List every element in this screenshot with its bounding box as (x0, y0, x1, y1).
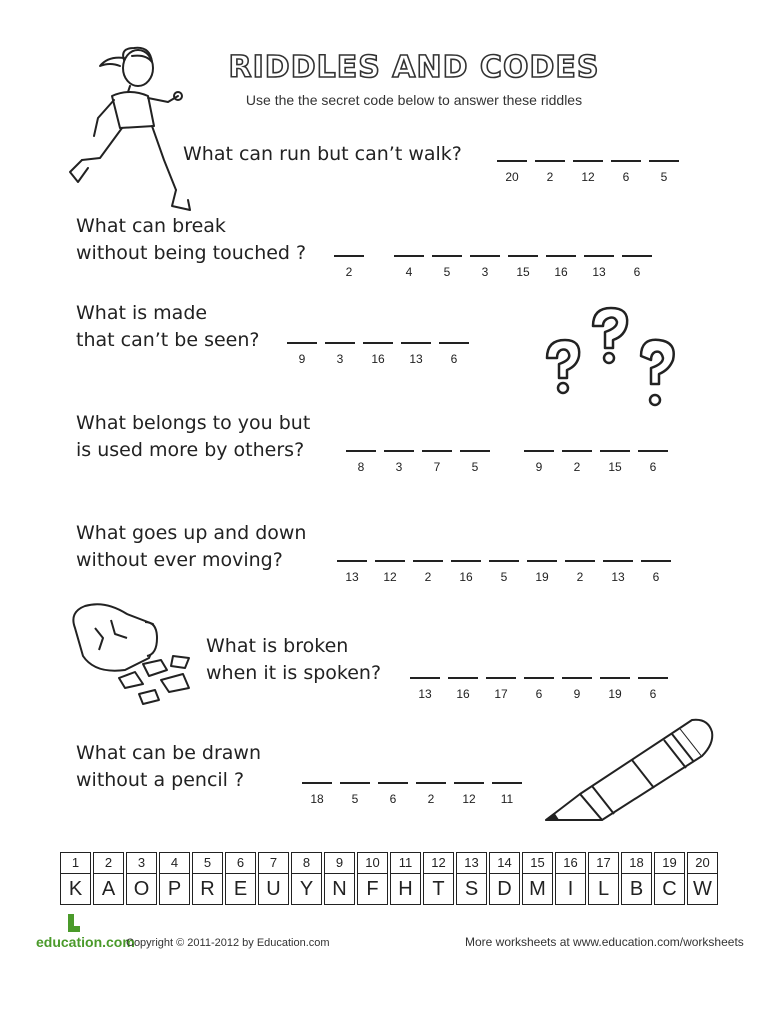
answer-slot[interactable]: 4 (390, 255, 428, 279)
code-cell: 8 Y (291, 852, 322, 905)
answer-slot[interactable]: 13 (580, 255, 618, 279)
riddle-4-line1: What belongs to you but (76, 412, 311, 434)
answer-slot[interactable]: 5 (336, 782, 374, 806)
riddle-1-answer[interactable] (493, 160, 683, 184)
answer-slot[interactable]: 2 (561, 560, 599, 584)
code-cell: 20 W (687, 852, 718, 905)
code-cell: 14 D (489, 852, 520, 905)
answer-slot[interactable]: 13 (397, 342, 435, 366)
answer-slot[interactable]: 9 (520, 450, 558, 474)
code-cell: 10 F (357, 852, 388, 905)
answer-slot[interactable]: 9 (558, 677, 596, 701)
answer-slot[interactable]: 2 (409, 560, 447, 584)
riddle-5-line1: What goes up and down (76, 522, 307, 544)
riddle-7-line1: What can be drawn (76, 742, 262, 764)
answer-slot[interactable]: 6 (607, 160, 645, 184)
answer-slot[interactable]: 3 (321, 342, 359, 366)
riddle-3-line1: What is made (76, 302, 208, 324)
riddle-5-text (76, 520, 306, 574)
answer-slot[interactable]: 5 (645, 160, 683, 184)
code-cell: 9 N (324, 852, 355, 905)
riddle-4-line2: is used more by others? (76, 439, 305, 461)
code-cell: 7 U (258, 852, 289, 905)
answer-slot[interactable]: 16 (542, 255, 580, 279)
answer-slot[interactable]: 16 (447, 560, 485, 584)
code-cell: 15 M (522, 852, 553, 905)
answer-slot[interactable]: 3 (466, 255, 504, 279)
answer-slot[interactable]: 6 (618, 255, 656, 279)
page-title: RIDDLES AND CODES (228, 50, 600, 85)
answer-slot[interactable]: 15 (596, 450, 634, 474)
code-cell: 16 I (555, 852, 586, 905)
riddle-3-line2: that can’t be seen? (76, 329, 260, 351)
riddle-2-line1: What can break (76, 215, 226, 237)
answer-slot[interactable]: 2 (531, 160, 569, 184)
code-cell: 3 O (126, 852, 157, 905)
riddle-2-text (76, 213, 306, 267)
pencil-illustration (540, 712, 720, 827)
riddle-7-answer[interactable] (298, 782, 526, 806)
answer-slot[interactable]: 3 (380, 450, 418, 474)
answer-slot[interactable]: 12 (371, 560, 409, 584)
answer-slot[interactable]: 2 (330, 255, 368, 279)
code-cell: 5 R (192, 852, 223, 905)
answer-slot[interactable]: 12 (450, 782, 488, 806)
riddle-7-text (76, 740, 261, 794)
answer-slot[interactable]: 2 (412, 782, 450, 806)
answer-slot[interactable]: 12 (569, 160, 607, 184)
code-cell: 17 L (588, 852, 619, 905)
code-cell: 1 K (60, 852, 91, 905)
more-worksheets-link[interactable]: More worksheets at www.education.com/worksheets (465, 935, 744, 949)
riddle-4-text (76, 410, 310, 464)
riddle-4-answer[interactable] (342, 450, 672, 474)
answer-slot[interactable]: 5 (428, 255, 466, 279)
code-cell: 13 S (456, 852, 487, 905)
answer-slot[interactable]: 6 (637, 560, 675, 584)
riddle-2-line2: without being touched ? (76, 242, 307, 264)
riddle-7-line2: without a pencil ? (76, 769, 245, 791)
answer-slot[interactable]: 9 (283, 342, 321, 366)
riddle-3-answer[interactable] (283, 342, 473, 366)
answer-slot[interactable]: 13 (406, 677, 444, 701)
answer-slot[interactable]: 6 (634, 450, 672, 474)
riddle-1-line1: What can run but can’t walk? (183, 143, 462, 165)
answer-slot[interactable]: 6 (435, 342, 473, 366)
answer-slot[interactable]: 17 (482, 677, 520, 701)
question-marks-illustration (535, 300, 685, 415)
code-cell: 2 A (93, 852, 124, 905)
secret-code-table (60, 852, 720, 905)
answer-slot[interactable]: 16 (444, 677, 482, 701)
answer-slot[interactable]: 7 (418, 450, 456, 474)
code-cell: 4 P (159, 852, 190, 905)
riddle-6-text (206, 633, 381, 687)
answer-slot[interactable]: 19 (523, 560, 561, 584)
page-subtitle: Use the the secret code below to answer these riddles (245, 92, 583, 108)
answer-slot[interactable]: 5 (485, 560, 523, 584)
answer-slot[interactable]: 20 (493, 160, 531, 184)
riddle-1-text (183, 141, 462, 168)
code-cell: 18 B (621, 852, 652, 905)
answer-slot[interactable]: 11 (488, 782, 526, 806)
answer-slot[interactable]: 6 (520, 677, 558, 701)
answer-slot[interactable]: 15 (504, 255, 542, 279)
riddle-5-answer[interactable] (333, 560, 675, 584)
code-cell: 12 T (423, 852, 454, 905)
code-cell: 6 E (225, 852, 256, 905)
answer-slot[interactable]: 16 (359, 342, 397, 366)
broken-jar-illustration (65, 598, 205, 716)
copyright-text: Copyright © 2011-2012 by Education.com (126, 937, 330, 949)
answer-slot[interactable]: 8 (342, 450, 380, 474)
code-cell: 19 C (654, 852, 685, 905)
brand-logo-text[interactable]: education.com (36, 934, 135, 950)
answer-slot[interactable]: 18 (298, 782, 336, 806)
riddle-6-line1: What is broken (206, 635, 349, 657)
riddle-6-answer[interactable] (406, 677, 672, 701)
answer-slot[interactable]: 2 (558, 450, 596, 474)
answer-slot[interactable]: 13 (333, 560, 371, 584)
answer-slot[interactable]: 5 (456, 450, 494, 474)
riddle-6-line2: when it is spoken? (206, 662, 382, 684)
answer-slot[interactable]: 19 (596, 677, 634, 701)
answer-slot[interactable]: 13 (599, 560, 637, 584)
code-cell: 11 H (390, 852, 421, 905)
riddle-3-text (76, 300, 259, 354)
riddle-2-answer[interactable] (330, 255, 656, 279)
education-logo-icon (64, 912, 82, 934)
runner-girl-illustration (60, 40, 200, 220)
answer-slot[interactable]: 6 (374, 782, 412, 806)
riddle-5-line2: without ever moving? (76, 549, 283, 571)
answer-slot[interactable]: 6 (634, 677, 672, 701)
